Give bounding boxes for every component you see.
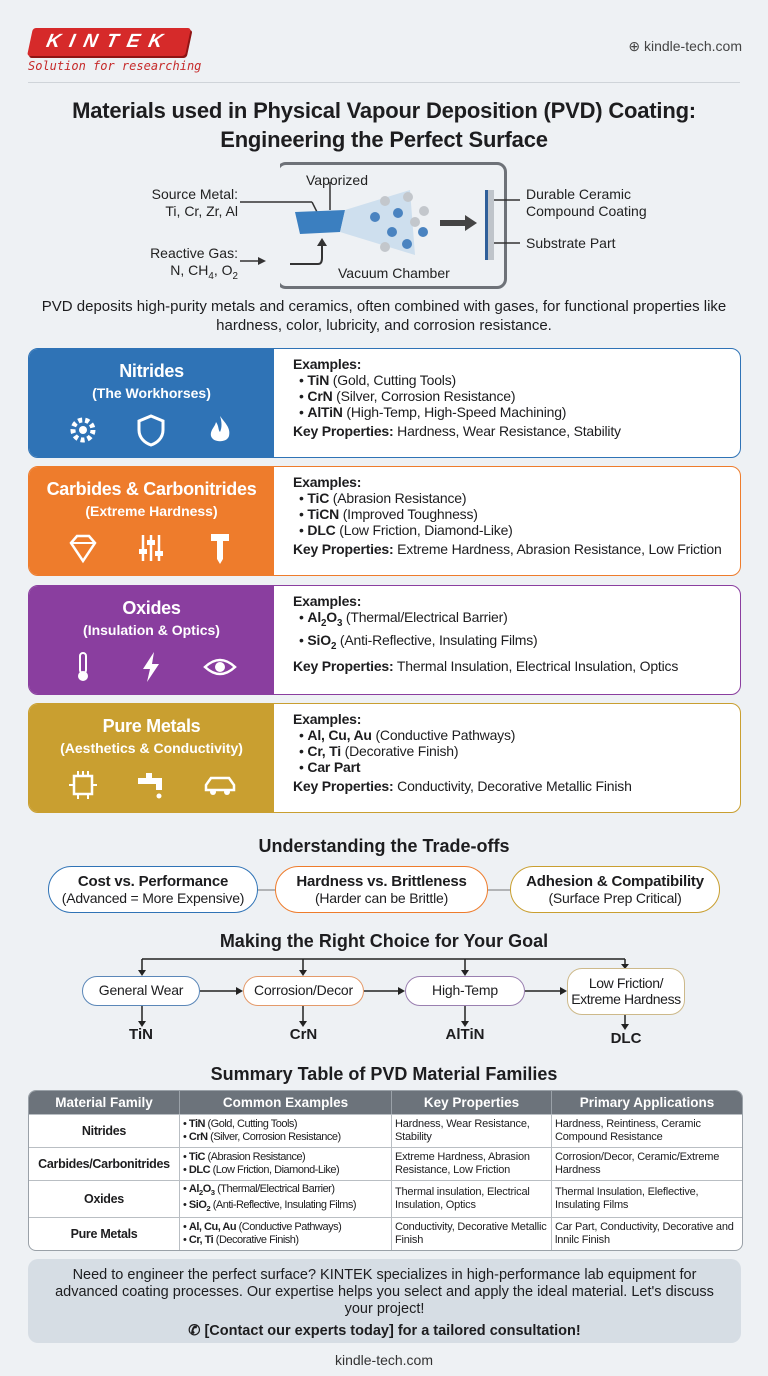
cell-properties: Extreme Hardness, Abrasion Resistance, Low Friction: [391, 1147, 551, 1180]
substrate-label: Substrate Part: [526, 235, 616, 251]
screw-icon: [203, 531, 237, 570]
reactive-gas-label: Reactive Gas: N, $CH_4$, $O_2$: [150, 245, 238, 282]
key-properties: Key Properties: Conductivity, Decorative Metallic Finish: [293, 778, 632, 794]
examples-label: Examples:: [293, 593, 362, 609]
cell-family: Oxides: [29, 1180, 179, 1217]
gear-wrench-icon: [66, 413, 100, 452]
table-title: Summary Table of PVD Material Families: [210, 1064, 558, 1084]
cta-text: Need to engineer the perfect surface? KINTEK specializes in high-performance lab equipment for advanced coating processes. Our expertise helps you select and apply the ideal material. Let's discuss your project!: [55, 1267, 714, 1317]
website-link[interactable]: ⊕ kindle-tech.com: [628, 38, 742, 54]
column-header: Key Properties: [391, 1091, 551, 1114]
family-header: [29, 467, 274, 575]
cell-applications: Hardness, Reintiness, Ceramic Compound Resistance: [551, 1114, 742, 1147]
column-header: Primary Applications: [551, 1091, 742, 1114]
vaporized-label: Vaporized: [306, 172, 369, 188]
cell-family: Pure Metals: [29, 1217, 179, 1250]
goal-result: AlTiN: [445, 1026, 485, 1043]
family-name: Nitrides: [119, 361, 184, 381]
cell-examples: [179, 1114, 391, 1147]
phone-icon: ✆: [188, 1323, 201, 1339]
example-item: • TiC (Abrasion Resistance): [183, 1151, 306, 1163]
examples-list: [299, 372, 734, 420]
example-item: • AlTiN (High-Temp, High-Speed Machining): [299, 404, 734, 420]
example-item: • Cr, Ti (Decorative Finish): [299, 743, 734, 759]
key-properties: Key Properties: Hardness, Wear Resistance, Stability: [293, 423, 621, 439]
example-item: • CrN (Silver, Corrosion Resistance): [183, 1131, 341, 1143]
example-item: • Al, Cu, Au (Conductive Pathways): [299, 727, 734, 743]
intro-text: PVD deposits high-purity metals and ceramics, often combined with gases, for functional properties like hardness, color, lubricity, and corrosion resistance.: [41, 298, 727, 334]
example-item: • TiC (Abrasion Resistance): [299, 490, 734, 506]
globe-icon: ⊕: [628, 38, 641, 54]
example-item: • SiO$_2$ (Anti-Reflective, Insulating Films): [299, 632, 734, 655]
flame-icon: [203, 413, 237, 452]
family-card-oxides: [28, 585, 741, 695]
examples-list: [299, 490, 734, 538]
family-subtitle: (Aesthetics & Conductivity): [60, 740, 243, 756]
example-item: • Cr, Ti (Decorative Finish): [183, 1234, 299, 1247]
family-card-nitrides: [28, 348, 741, 458]
tradeoffs-title: Understanding the Trade-offs: [258, 836, 510, 856]
family-icons: [29, 768, 274, 807]
source-metal-label: Source Metal: Ti, Cr, Zr, Al: [151, 186, 238, 219]
family-details: [293, 711, 734, 794]
family-subtitle: (Insulation & Optics): [83, 622, 220, 638]
diamond-icon: [66, 531, 100, 570]
footer-website[interactable]: kindle-tech.com: [334, 1352, 434, 1368]
page-title: Materials used in Physical Vapour Deposition (PVD) Coating: Engineering the Perfect Surface: [72, 98, 696, 152]
divider: [28, 82, 740, 83]
cell-applications: Corrosion/Decor, Ceramic/Extreme Hardness: [551, 1147, 742, 1180]
example-item: • $Al_2O_3$ (Thermal/Electrical Barrier): [183, 1183, 335, 1198]
examples-label: Examples:: [293, 711, 362, 727]
contact-link[interactable]: [Contact our experts today]: [204, 1323, 394, 1339]
car-icon: [203, 768, 237, 807]
coating-label: Durable Ceramic Compound Coating: [526, 186, 647, 219]
example-item: • TiCN (Improved Toughness): [299, 506, 734, 522]
cell-examples: [179, 1147, 391, 1180]
cell-family: Carbides/Carbonitrides: [29, 1147, 179, 1180]
family-name: Carbides & Carbonitrides: [46, 479, 257, 499]
example-item: • Al, Cu, Au (Conductive Pathways): [183, 1221, 342, 1234]
example-item: • Car Part: [299, 759, 734, 775]
family-header: [29, 349, 274, 457]
examples-label: Examples:: [293, 474, 362, 490]
shield-icon: [134, 413, 168, 452]
family-icons: [29, 650, 274, 689]
cell-examples: [179, 1217, 391, 1250]
goal-result: TiN: [129, 1026, 153, 1043]
faucet-icon: [134, 768, 168, 807]
key-properties: Key Properties: Extreme Hardness, Abrasion Resistance, Low Friction: [293, 541, 722, 557]
examples-list: [299, 609, 734, 655]
goal-result: DLC: [610, 1030, 642, 1047]
eye-icon: [203, 650, 237, 689]
family-card-carbides-carbonitrides: [28, 466, 741, 576]
tagline: Solution for researching: [28, 59, 202, 73]
family-details: [293, 593, 734, 674]
sliders-icon: [134, 531, 168, 570]
cell-properties: Conductivity, Decorative Metallic Finish: [391, 1217, 551, 1250]
table-row: [29, 1147, 742, 1180]
family-details: [293, 474, 734, 557]
cell-properties: Hardness, Wear Resistance, Stability: [391, 1114, 551, 1147]
goal-box: Corrosion/Decor: [243, 976, 364, 1006]
example-item: • TiN (Gold, Cutting Tools): [183, 1118, 298, 1130]
kintek-logo: KINTEK: [27, 28, 191, 56]
family-subtitle: (Extreme Hardness): [85, 503, 218, 519]
thermometer-icon: [66, 650, 100, 689]
column-header: Material Family: [29, 1091, 179, 1114]
examples-list: [299, 727, 734, 775]
example-item: • DLC (Low Friction, Diamond-Like): [183, 1164, 340, 1176]
family-subtitle: (The Workhorses): [92, 385, 211, 401]
example-item: • $Al_2O_3$ (Thermal/Electrical Barrier): [299, 609, 734, 632]
vacuum-chamber-label: Vacuum Chamber: [338, 265, 450, 281]
cell-applications: Thermal Insulation, Eleflective, Insulating Films: [551, 1180, 742, 1217]
goal-box: Low Friction/ Extreme Hardness: [567, 968, 685, 1015]
family-details: [293, 356, 734, 439]
family-icons: [29, 413, 274, 452]
family-icons: [29, 531, 274, 570]
goal-box: High-Temp: [405, 976, 525, 1006]
table-row: [29, 1180, 742, 1217]
tradeoff-box: Cost vs. Performance (Advanced = More Expensive): [48, 866, 258, 913]
chip-icon: [66, 768, 100, 807]
cta-box: Need to engineer the perfect surface? KINTEK specializes in high-performance lab equipment for advanced coating processes. Our expertise helps you select and apply the ideal material. Let's discuss your project! ✆ [Contact our experts today] for a tailored consultation!: [28, 1259, 741, 1343]
tradeoff-box: Adhesion & Compatibility (Surface Prep Critical): [510, 866, 720, 913]
examples-label: Examples:: [293, 356, 362, 372]
column-header: Common Examples: [179, 1091, 391, 1114]
lightning-icon: [134, 650, 168, 689]
example-item: • TiN (Gold, Cutting Tools): [299, 372, 734, 388]
family-header: [29, 704, 274, 812]
table-row: [29, 1217, 742, 1250]
cell-properties: Thermal insulation, Electrical Insulation, Optics: [391, 1180, 551, 1217]
summary-table: [28, 1090, 743, 1251]
cell-examples: [179, 1180, 391, 1217]
goal-result: CrN: [289, 1026, 318, 1043]
tradeoff-box: Hardness vs. Brittleness (Harder can be Brittle): [275, 866, 488, 913]
cell-family: Nitrides: [29, 1114, 179, 1147]
example-item: • CrN (Silver, Corrosion Resistance): [299, 388, 734, 404]
example-item: • DLC (Low Friction, Diamond-Like): [299, 522, 734, 538]
family-name: Pure Metals: [102, 716, 201, 736]
table-row: [29, 1114, 742, 1147]
family-card-pure-metals: [28, 703, 741, 813]
cell-applications: Car Part, Conductivity, Decorative and lnnilc Finish: [551, 1217, 742, 1250]
family-header: [29, 586, 274, 694]
example-item: • SiO$_2$ (Anti-Reflective, Insulating Films): [183, 1199, 356, 1214]
family-name: Oxides: [122, 598, 181, 618]
key-properties: Key Properties: Thermal Insulation, Electrical Insulation, Optics: [293, 657, 679, 674]
goal-box: General Wear: [82, 976, 200, 1006]
choice-title: Making the Right Choice for Your Goal: [219, 931, 549, 951]
